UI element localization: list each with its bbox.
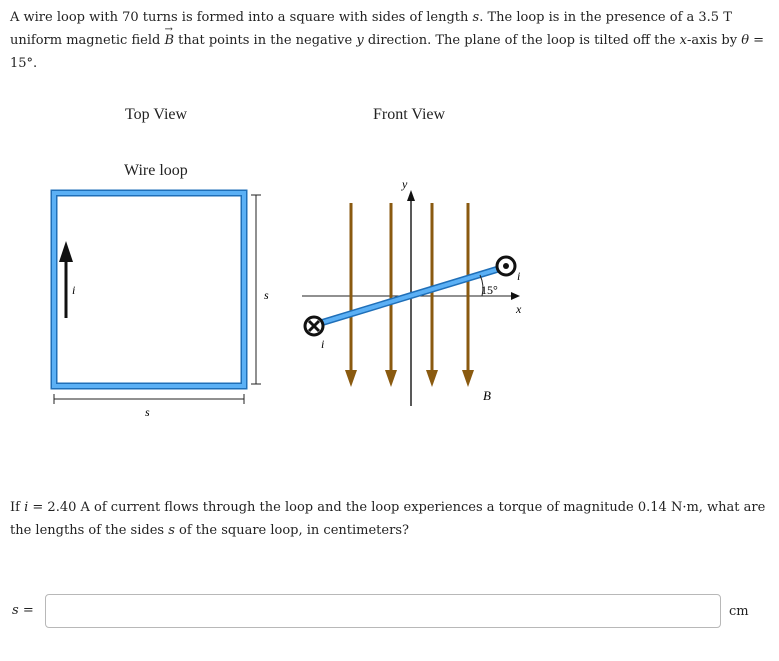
current-label-top: i [72,283,76,297]
front-view-title: Front View [373,106,446,123]
vector-arrow: → [164,24,173,35]
current-out-of-page-icon [497,257,515,275]
answer-input[interactable] [45,594,721,628]
physics-figure [0,160,779,430]
problem-statement: A wire loop with 70 turns is formed into a square with sides of length s. The loop is in the presence of a 3.5 T uniform magnetic field → B that points in the negative y direction. The plane of the loop is tilted off the x-axis by θ = 15°. [10,10,765,71]
answer-variable-label: s = [12,603,34,618]
wire-loop-label: Wire loop [124,162,188,179]
side-dimension-horizontal [54,394,244,404]
field-label: B [483,388,491,403]
current-in-label: i [321,337,325,351]
x-axis-label: x [516,302,522,316]
y-axis-label: y [402,177,408,191]
answer-unit: cm [729,604,749,619]
side-label-vertical: s [264,288,269,302]
wire-loop-top-view [54,193,244,386]
current-into-page-icon [305,317,323,335]
side-dimension-vertical [251,195,261,384]
current-arrow [59,241,76,318]
question-text: If i = 2.40 A of current flows through the loop and the loop experiences a torque of magnitude 0.14 N·m, what are the lengths of the sides s of the square loop, in centimeters? [10,500,766,538]
side-label-horizontal: s [145,405,150,419]
current-out-label: i [517,269,521,283]
top-view-title: Top View [125,106,188,123]
angle-label: 15° [481,283,498,297]
